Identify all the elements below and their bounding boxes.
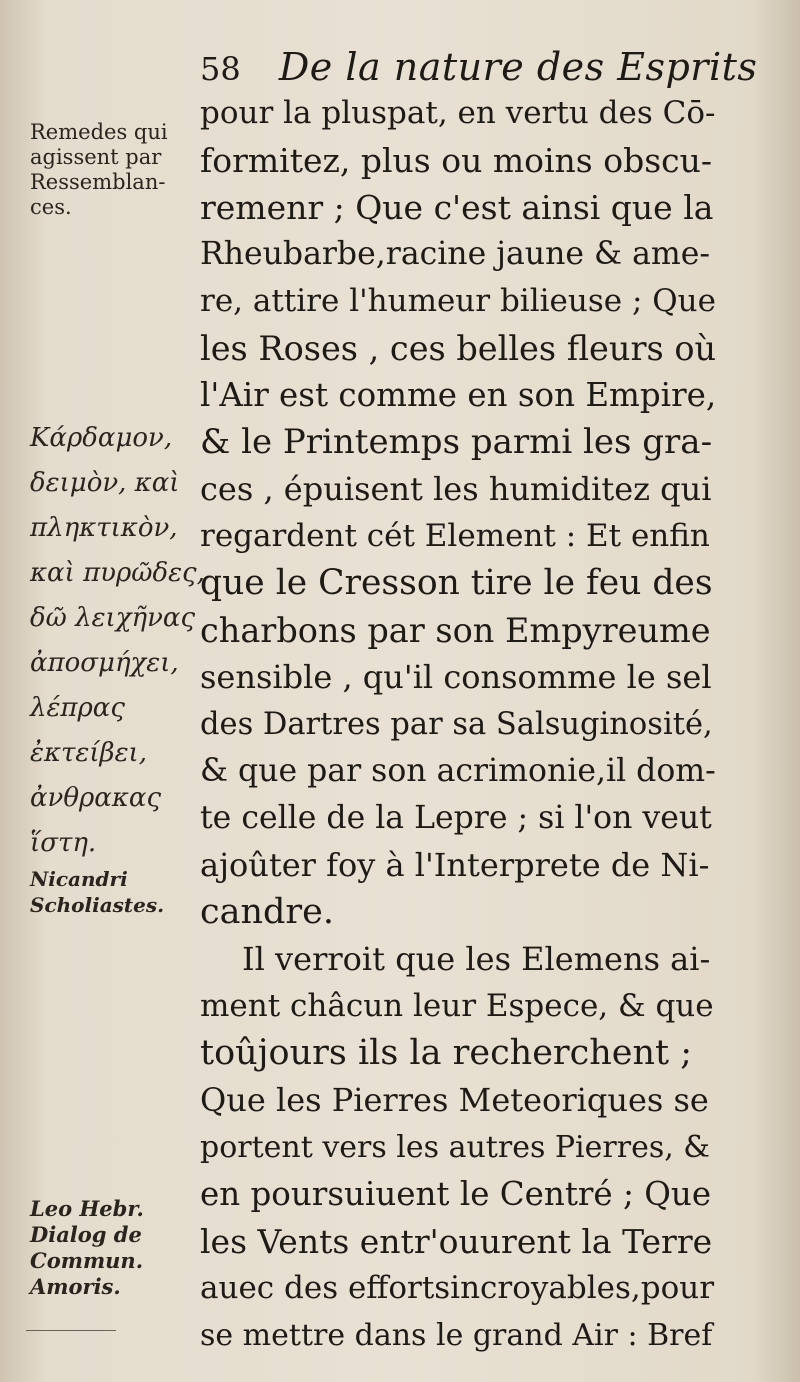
margin-note-reference: Scholiastes. (30, 893, 165, 917)
margin-note-line: Leo Hebr. (30, 1196, 144, 1221)
text-line: toûjours ils la recherchent ; (200, 1033, 693, 1073)
margin-note-line: Κάρδαμον, (30, 423, 173, 453)
text-line: les Vents entr'ouurent la Terre (200, 1222, 713, 1261)
text-line: & que par son acrimonie,il dom- (200, 753, 716, 789)
text-line: se mettre dans le grand Air : Bref (200, 1318, 713, 1353)
margin-note-line: ἀποσμήχει, (30, 648, 179, 678)
text-line: les Roses , ces belles fleurs où (200, 329, 717, 368)
text-line: Il verroit que les Elemens ai- (242, 940, 711, 978)
text-line: candre. (200, 892, 334, 932)
text-line: en poursuiuent le Centré ; Que (200, 1175, 712, 1213)
text-line: ces , épuisent les humiditez qui (200, 470, 712, 508)
text-line: te celle de la Lepre ; si l'on veut (200, 800, 712, 836)
margin-note-line: λέπρας (30, 693, 125, 723)
running-header (200, 42, 760, 92)
margin-note-line: Commun. (30, 1248, 144, 1273)
text-line: que le Cresson tire le feu des (200, 563, 713, 603)
margin-note-reference: Nicandri (30, 867, 128, 891)
text-line: l'Air est comme en son Empire, (200, 376, 717, 414)
margin-note-line: ἀνθρακας (30, 783, 162, 813)
text-line: Que les Pierres Meteoriques se (200, 1081, 709, 1119)
text-line: regardent cét Element : Et enfin (200, 518, 710, 554)
margin-note-hebr (30, 1196, 195, 1300)
margin-note-line: ἐκτείβει, (30, 738, 147, 768)
margin-note-line: Remedes qui (30, 120, 168, 144)
margin-note-remedes (30, 120, 195, 220)
margin-note-line: Ressemblan- (30, 170, 166, 194)
text-line: re, attire l'humeur bilieuse ; Que (200, 283, 716, 319)
margin-note-line: Dialog de (30, 1222, 142, 1247)
margin-note-line: ἵστη. (30, 828, 97, 858)
main-text (200, 90, 716, 1359)
margin-rule (26, 1330, 116, 1331)
running-title: De la nature des Esprits (278, 45, 758, 89)
margin-note-greek (30, 416, 205, 918)
text-line: portent vers les autres Pierres, & (200, 1130, 711, 1165)
text-line: Rheubarbe,racine jaune & ame- (200, 236, 711, 272)
text-line: des Dartres par sa Salsuginosité, (200, 707, 713, 742)
text-line: pour la pluspat, en vertu des Cō- (200, 95, 716, 131)
text-line: auec des effortsincroyables,pour (200, 1270, 715, 1306)
margin-note-line: δῶ λειχῆνας (30, 603, 196, 633)
page-number: 58 (200, 50, 241, 88)
text-line: charbons par son Empyreume (200, 611, 711, 650)
text-line: remenr ; Que c'est ainsi que la (200, 188, 714, 227)
text-line: sensible , qu'il consomme le sel (200, 658, 712, 696)
text-line: formitez, plus ou moins obscu- (200, 141, 713, 180)
margin-note-line: Amoris. (30, 1274, 121, 1299)
margin-note-line: καὶ πυρῶδες, (30, 558, 205, 588)
margin-note-line: ces. (30, 195, 72, 219)
margin-note-line: πληκτικὸν, (30, 513, 178, 543)
text-line: ajoûter foy à l'Interprete de Ni- (200, 846, 710, 884)
margin-note-line: δειμὸν, καὶ (30, 468, 180, 498)
text-line: ment châcun leur Espece, & que (200, 988, 714, 1024)
text-line: & le Printemps parmi les gra- (200, 422, 713, 462)
margin-note-line: agissent par (30, 145, 162, 169)
